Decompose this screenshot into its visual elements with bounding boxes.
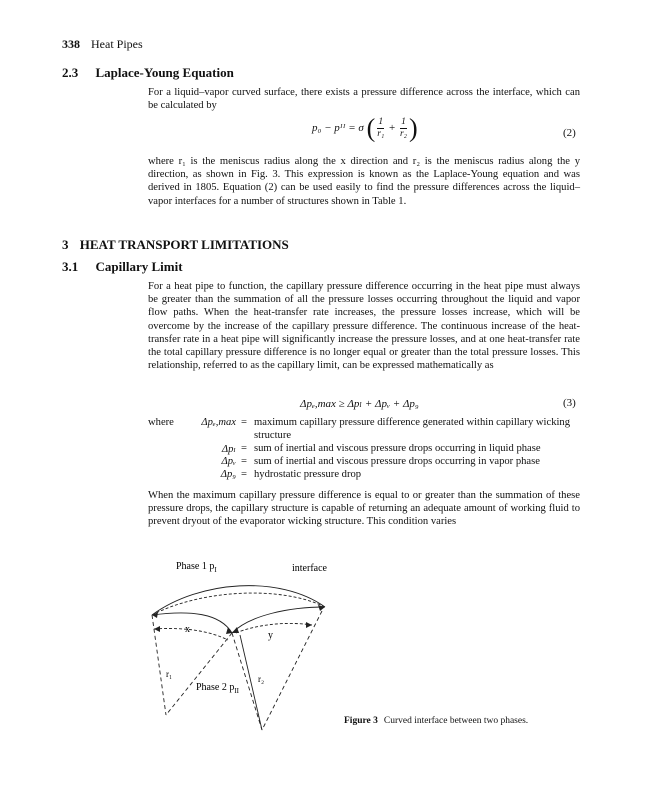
interface-curve-solid — [152, 586, 325, 615]
interface-curve-dashed — [152, 593, 325, 615]
radius-r1-line-b — [166, 633, 232, 715]
arc-x — [154, 628, 228, 640]
arrow-head — [154, 626, 160, 632]
section-2-3-heading: 2.3 Laplace-Young Equation — [62, 65, 234, 80]
section-2-3-after: where r₁ is the meniscus radius along the x direction and r₂ is the meniscus radius along the y direction, as shown in Fig. 3. This expression is known as the Laplace-Young equation and was derived in 1805. Equation (2) can be used easily to find the pressure differences across the liquid–vapor interfaces for a number of structures shown in Table 1. — [148, 156, 580, 207]
equation-2: p₀ − pᴵᴵ = σ ( $\frac{1}{\text{r₁}}$ + $\frac{1}{\text{r₂}}$ ) — [312, 113, 418, 143]
running-head — [62, 37, 143, 52]
section-3-heading: 3 HEAT TRANSPORT LIMITATIONS — [62, 237, 289, 252]
equation-3-number: (3) — [563, 397, 576, 409]
y-label: y — [268, 630, 273, 641]
running-title: Heat Pipes — [91, 37, 143, 51]
page-number: 338 — [62, 37, 80, 51]
x-label: x — [185, 624, 190, 635]
figure-3-caption: Figure 3 Curved interface between two phases. — [344, 716, 529, 726]
interface-label: interface — [292, 563, 327, 574]
arrow-head — [226, 627, 232, 634]
where-label: where — [148, 417, 174, 428]
r2-label: r₂ — [258, 674, 265, 684]
figure-3-diagram — [140, 555, 340, 735]
section-3-1-para2: When the maximum capillary pressure difference is equal to or greater than the summation of these pressure drops, the capillary structure is capable of returning an adequate amount of working fluid to prevent dryout of the evaporator wicking structure. This condition varies — [148, 490, 580, 528]
arrow-head — [306, 622, 312, 628]
phase1-label: Phase 1 $p_I$ — [176, 561, 217, 574]
arc-y — [236, 623, 312, 633]
radius-r2-line-b — [262, 611, 322, 730]
equation-2-number: (2) — [563, 127, 576, 139]
definition-list: Δpₑ,max = maximum capillary pressure difference generated within capillary wicking structure Δpₗ = sum of inertial and viscous pressure drops occurring in liquid phase Δpᵥ = sum of inertial and viscous pressure drops occurring in vapor phase Δp₉ = hydrostatic pressure drop — [201, 417, 571, 480]
section-3-1-heading: 3.1 Capillary Limit — [62, 259, 183, 274]
r1-label: r₁ — [166, 669, 173, 679]
phase2-label: Phase 2 $p_{II}$ — [196, 682, 240, 695]
equation-3: Δpₑ,max ≥ Δpₗ + Δpᵥ + Δp₉ — [300, 398, 419, 410]
section-3-1-para1: For a heat pipe to function, the capillary pressure difference occurring in the heat pipe must always be greater than the summation of all the pressure losses occurring throughout the liquid and vapor flow paths. When the heat-transfer rate increases, the pressure losses increase, which will be overcome by the increase of the capillary pressure difference. The continuous increase of the heat-transfer rate in a heat pipe will significantly increase the pressure losses, and at one heat-transfer rate the total capillary pressure difference is no longer equal or greater than the total pressure losses. This relationship, referred to as the capillary limit, can be expressed mathematically as — [148, 281, 580, 372]
section-2-3-intro: For a liquid–vapor curved surface, there exists a pressure difference across the interface, which can be calculated by — [148, 87, 580, 112]
